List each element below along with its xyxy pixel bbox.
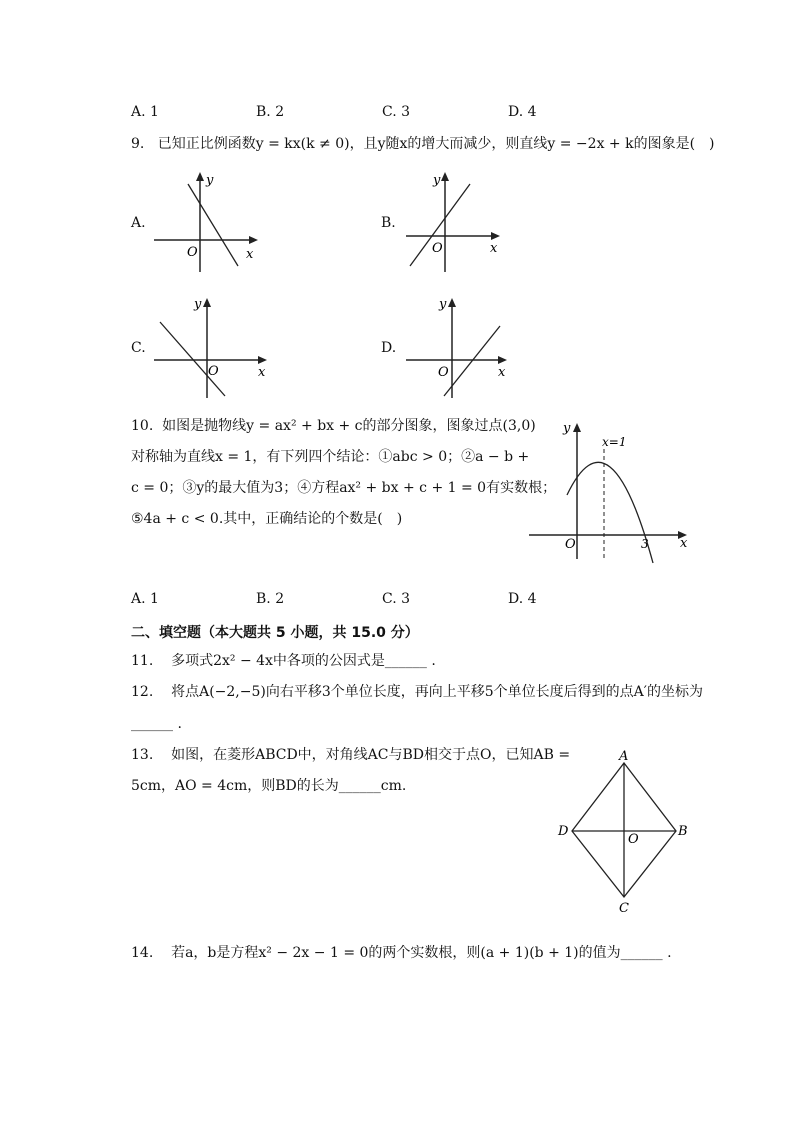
q9-d-x-label: x — [498, 365, 506, 380]
q10-number: 10. — [131, 418, 154, 434]
q9-option-b-label: B. — [381, 215, 396, 231]
q14-number: 14. — [131, 945, 154, 961]
q12-text-1: 将点A(−2,−5)向右平移3个单位长度，再向上平移5个单位长度后得到的点A′的坐标为 — [171, 684, 703, 700]
q10-line-4: ⑤4a + c < 0.其中，正确结论的个数是( ) — [131, 511, 403, 527]
q9-b-x-label: x — [490, 241, 498, 256]
q10-y-label: y — [563, 421, 571, 436]
q13-label-b: B — [678, 824, 688, 839]
q10-line-2: 对称轴为直线x = 1，有下列四个结论：①abc > 0；②a − b + — [131, 449, 530, 465]
q8-option-d: D. 4 — [508, 104, 537, 120]
q9-graph-a — [150, 168, 270, 278]
q9-option-a-label: A. — [131, 215, 146, 231]
q10-axis-of-symmetry-label: x=1 — [602, 435, 627, 449]
q12-number: 12. — [131, 684, 154, 700]
q9-number: 9. — [131, 136, 145, 152]
q13-label-c: C — [619, 901, 629, 916]
q9-d-origin: O — [438, 365, 449, 380]
section-heading-fill-in: 二、填空题（本大题共 5 小题，共 15.0 分） — [131, 625, 419, 641]
q13-rhombus-figure — [550, 745, 700, 920]
q14-question — [131, 944, 672, 962]
q9-b-origin: O — [432, 241, 443, 256]
q13-label-d: D — [558, 824, 569, 839]
q11-text: 多项式2x² − 4x中各项的公因式是______ . — [171, 653, 436, 669]
q9-c-y-label: y — [194, 297, 202, 312]
q10-line-1 — [131, 417, 536, 435]
q10-parabola-graph — [525, 415, 695, 565]
q10-line-3: c = 0；③y的最大值为3；④方程ax² + bx + c + 1 = 0有实数根； — [131, 480, 557, 496]
q9-a-x-label: x — [246, 247, 254, 262]
q9-c-x-label: x — [258, 365, 266, 380]
q8-option-a: A. 1 — [131, 104, 159, 120]
q8-option-c: C. 3 — [382, 104, 411, 120]
q10-option-d: D. 4 — [508, 591, 537, 607]
q13-line-1 — [131, 746, 570, 764]
q9-d-y-label: y — [439, 297, 447, 312]
q11-question — [131, 652, 436, 670]
q10-text-1: 如图是抛物线y = ax² + bx + c的部分图象，图象过点(3,0) — [162, 418, 536, 434]
q8-option-b: B. 2 — [256, 104, 285, 120]
q10-root-label: 3 — [641, 537, 649, 551]
q12-line-1 — [131, 683, 703, 701]
q13-number: 13. — [131, 747, 154, 763]
q11-number: 11. — [131, 653, 154, 669]
q12-line-2: ______ . — [131, 716, 182, 732]
q9-a-origin: O — [187, 245, 198, 260]
q9-graph-c — [150, 292, 275, 402]
q13-label-o: O — [628, 832, 639, 847]
q9-text: 已知正比例函数y = kx(k ≠ 0)，且y随x的增大而减少，则直线y = −2x + k的图象是( ) — [157, 136, 715, 152]
q10-option-b: B. 2 — [256, 591, 285, 607]
q9-c-origin: O — [208, 364, 219, 379]
q10-x-label: x — [680, 536, 688, 551]
q10-option-a: A. 1 — [131, 591, 159, 607]
q13-line-2: 5cm，AO = 4cm，则BD的长为______cm. — [131, 778, 407, 794]
q14-text: 若a，b是方程x² − 2x − 1 = 0的两个实数根，则(a + 1)(b + 1)的值为______ . — [171, 945, 672, 961]
q9-graph-d — [402, 292, 517, 402]
q9-option-d-label: D. — [381, 340, 397, 356]
q9-b-y-label: y — [433, 173, 441, 188]
q9-question — [131, 135, 715, 153]
q9-option-c-label: C. — [131, 340, 146, 356]
q10-origin: O — [565, 537, 576, 552]
q13-label-a: A — [619, 749, 629, 764]
q9-graph-b — [400, 168, 520, 278]
q10-option-c: C. 3 — [382, 591, 411, 607]
q9-a-y-label: y — [206, 173, 214, 188]
q13-text-1: 如图，在菱形ABCD中，对角线AC与BD相交于点O，已知AB = — [171, 747, 571, 763]
